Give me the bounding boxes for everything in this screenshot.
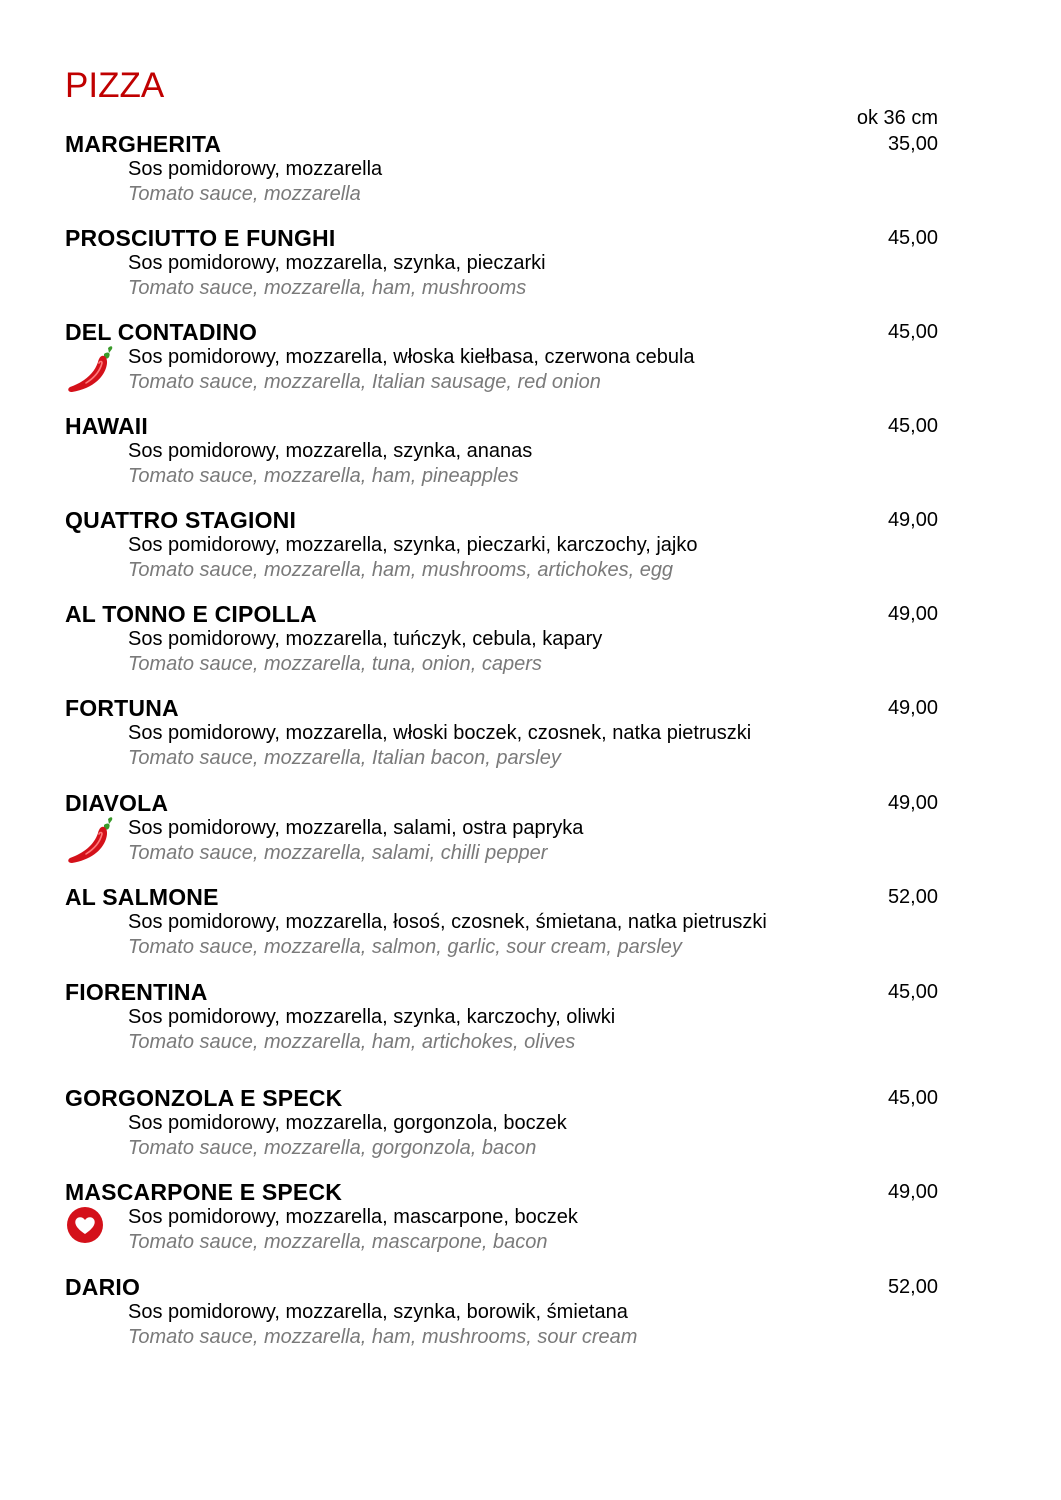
item-description-en: Tomato sauce, mozzarella, salmon, garlic, sour cream, parsley [128,936,682,958]
item-name: GORGONZOLA E SPECK [65,1085,343,1111]
item-description-pl: Sos pomidorowy, mozzarella, szynka, pieczarki [128,252,546,274]
menu-item [0,883,1061,973]
item-description-pl: Sos pomidorowy, mozzarella, mascarpone, boczek [128,1206,578,1228]
item-price: 49,00 [887,1181,938,1203]
item-name: PROSCIUTTO E FUNGHI [65,225,336,251]
item-price: 45,00 [887,415,938,437]
item-description-en: Tomato sauce, mozzarella, ham, mushrooms, artichokes, egg [128,559,674,581]
item-description-en: Tomato sauce, mozzarella, tuna, onion, capers [128,653,542,675]
menu-item [0,130,1061,220]
item-description-en: Tomato sauce, mozzarella, gorgonzola, bacon [128,1137,537,1159]
item-description-pl: Sos pomidorowy, mozzarella, szynka, ananas [128,440,533,462]
item-description-en: Tomato sauce, mozzarella, ham, pineapples [128,465,519,487]
item-description-pl: Sos pomidorowy, mozzarella, łosoś, czosnek, śmietana, natka pietruszki [128,911,767,933]
item-description-en: Tomato sauce, mozzarella, salami, chilli pepper [128,842,548,864]
item-description-pl: Sos pomidorowy, mozzarella, gorgonzola, boczek [128,1112,567,1134]
item-price: 49,00 [887,697,938,719]
item-name: DIAVOLA [65,790,169,816]
item-name: AL TONNO E CIPOLLA [65,601,317,627]
item-description-pl: Sos pomidorowy, mozzarella, tuńczyk, cebula, kapary [128,628,603,650]
chili-pepper-icon [66,344,114,394]
item-price: 45,00 [887,981,938,1003]
heart-icon [66,1206,104,1244]
section-title: PIZZA [65,66,165,105]
item-description-en: Tomato sauce, mozzarella, Italian bacon, parsley [128,747,561,769]
item-price: 49,00 [887,603,938,625]
item-name: FORTUNA [65,695,179,721]
item-description-pl: Sos pomidorowy, mozzarella, włoska kiełbasa, czerwona cebula [128,346,695,368]
menu-item [0,224,1061,314]
item-name: HAWAII [65,413,148,439]
item-description-en: Tomato sauce, mozzarella, Italian sausage, red onion [128,371,601,393]
item-price: 49,00 [887,509,938,531]
menu-item [0,600,1061,690]
item-description-pl: Sos pomidorowy, mozzarella, szynka, borowik, śmietana [128,1301,628,1323]
item-description-pl: Sos pomidorowy, mozzarella, szynka, karczochy, oliwki [128,1006,616,1028]
item-description-pl: Sos pomidorowy, mozzarella [128,158,383,180]
menu-item [0,789,1061,879]
item-price: 49,00 [887,792,938,814]
item-description-en: Tomato sauce, mozzarella, ham, mushrooms [128,277,527,299]
item-price: 52,00 [887,1276,938,1298]
menu-item [0,1178,1061,1268]
item-price: 35,00 [887,133,938,155]
item-description-pl: Sos pomidorowy, mozzarella, szynka, pieczarki, karczochy, jajko [128,534,698,556]
item-description-en: Tomato sauce, mozzarella, ham, artichokes, olives [128,1031,576,1053]
item-name: DARIO [65,1274,141,1300]
item-description-pl: Sos pomidorowy, mozzarella, włoski boczek, czosnek, natka pietruszki [128,722,752,744]
item-price: 45,00 [887,321,938,343]
item-name: QUATTRO STAGIONI [65,507,297,533]
size-header: ok 36 cm [856,107,938,129]
chili-pepper-icon [66,815,114,865]
menu-item [0,506,1061,596]
item-price: 45,00 [887,227,938,249]
menu-item [0,318,1061,408]
item-description-pl: Sos pomidorowy, mozzarella, salami, ostra papryka [128,817,584,839]
item-name: FIORENTINA [65,979,208,1005]
item-description-en: Tomato sauce, mozzarella, mascarpone, bacon [128,1231,548,1253]
item-description-en: Tomato sauce, mozzarella, ham, mushrooms, sour cream [128,1326,638,1348]
item-price: 52,00 [887,886,938,908]
menu-item [0,1273,1061,1363]
item-price: 45,00 [887,1087,938,1109]
menu-item [0,694,1061,784]
item-name: AL SALMONE [65,884,219,910]
item-name: MARGHERITA [65,131,222,157]
item-description-en: Tomato sauce, mozzarella [128,183,361,205]
menu-item [0,1084,1061,1174]
menu-item [0,978,1061,1068]
menu-item [0,412,1061,502]
item-name: DEL CONTADINO [65,319,258,345]
item-name: MASCARPONE E SPECK [65,1179,343,1205]
